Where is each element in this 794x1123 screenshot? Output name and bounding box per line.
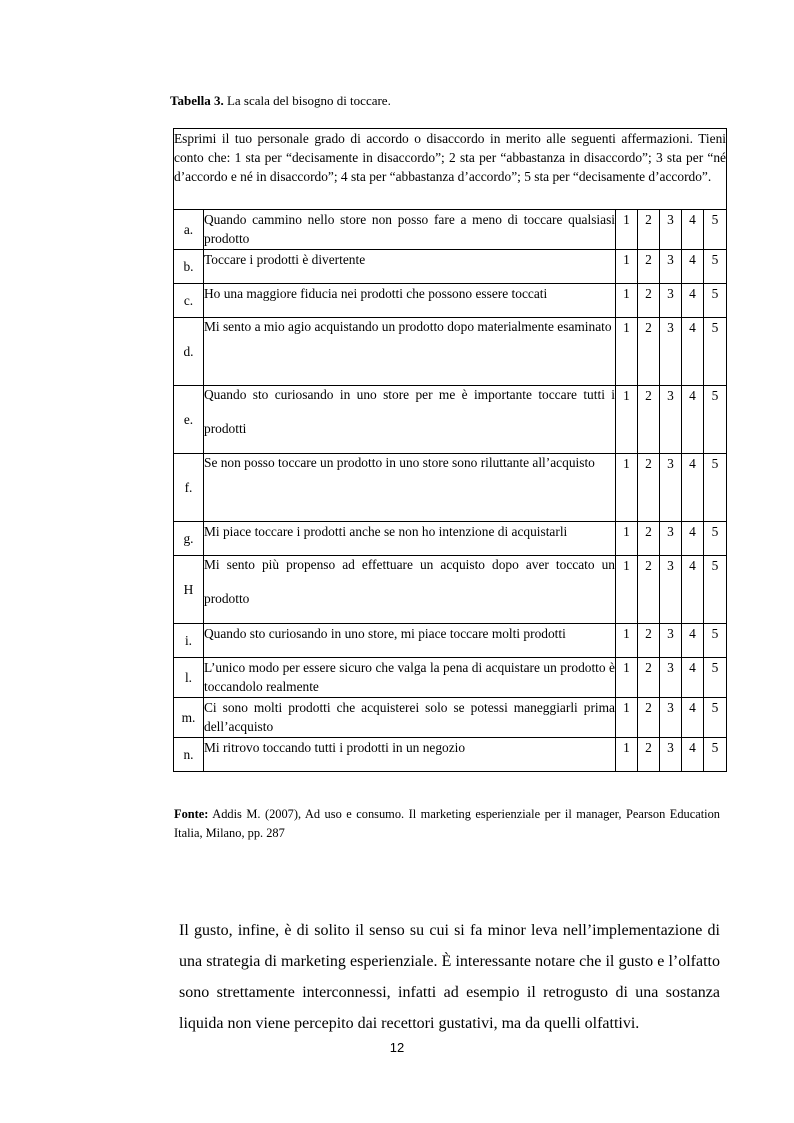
- page-number: 12: [389, 1040, 405, 1055]
- scale-value: 5: [704, 658, 727, 698]
- row-statement: [204, 318, 616, 386]
- scale-value: 5: [704, 284, 727, 318]
- row-label: b.: [174, 250, 204, 284]
- source-note: [174, 805, 720, 843]
- scale-value: 1: [616, 624, 638, 658]
- table-row: [174, 738, 727, 772]
- source-text: Addis M. (2007), Ad uso e consumo. Il marketing esperienziale per il manager, Pearson Education Italia, Milano, pp. 287: [174, 807, 720, 840]
- scale-value: 1: [616, 454, 638, 522]
- scale-value: 5: [704, 738, 727, 772]
- scale-value: 2: [638, 658, 660, 698]
- row-statement: [204, 386, 616, 454]
- row-label: d.: [174, 318, 204, 386]
- row-statement: Ho una maggiore fiducia nei prodotti che possono essere toccati: [204, 284, 616, 318]
- scale-value: 3: [660, 210, 682, 250]
- row-statement: Mi piace toccare i prodotti anche se non ho intenzione di acquistarli: [204, 522, 616, 556]
- caption-label: Tabella 3.: [170, 93, 224, 108]
- scale-value: 5: [704, 698, 727, 738]
- row-label: n.: [174, 738, 204, 772]
- table-row: [174, 556, 727, 624]
- scale-value: 4: [682, 556, 704, 624]
- intro-text: Esprimi il tuo personale grado di accordo o disaccordo in merito alle seguenti affermazioni. Tieni conto che: 1 sta per “decisamente in disaccordo”; 2 sta per “abbastanza in disaccordo”; 3 sta per “né d’accordo e né in disaccordo”; 4 sta per “abbastanza d’accordo”; 5 sta per “decisamente d’accordo”.: [174, 129, 727, 210]
- row-statement: Mi ritrovo toccando tutti i prodotti in un negozio: [204, 738, 616, 772]
- table-row: [174, 698, 727, 738]
- scale-value: 5: [704, 522, 727, 556]
- scale-value: 5: [704, 624, 727, 658]
- scale-value: 5: [704, 210, 727, 250]
- scale-value: 5: [704, 318, 727, 386]
- scale-value: 3: [660, 522, 682, 556]
- scale-value: 5: [704, 250, 727, 284]
- scale-value: 3: [660, 624, 682, 658]
- row-statement: L’unico modo per essere sicuro che valga la pena di acquistare un prodotto è toccandolo realmente: [204, 658, 616, 698]
- table-row: [174, 386, 727, 454]
- row-label: f.: [174, 454, 204, 522]
- scale-value: 2: [638, 386, 660, 454]
- table-caption: [170, 93, 391, 109]
- scale-value: 2: [638, 624, 660, 658]
- scale-value: 3: [660, 284, 682, 318]
- scale-value: 4: [682, 624, 704, 658]
- intro-row: [174, 129, 727, 210]
- row-label: a.: [174, 210, 204, 250]
- scale-value: 3: [660, 318, 682, 386]
- scale-value: 2: [638, 698, 660, 738]
- touch-scale-table: [173, 128, 727, 772]
- scale-value: 1: [616, 556, 638, 624]
- table-row: [174, 210, 727, 250]
- scale-value: 2: [638, 210, 660, 250]
- scale-value: 1: [616, 522, 638, 556]
- scale-value: 5: [704, 556, 727, 624]
- row-statement: Ci sono molti prodotti che acquisterei solo se potessi maneggiarli prima dell’acquisto: [204, 698, 616, 738]
- scale-value: 1: [616, 698, 638, 738]
- scale-value: 1: [616, 250, 638, 284]
- table-row: [174, 658, 727, 698]
- scale-value: 2: [638, 556, 660, 624]
- row-label: i.: [174, 624, 204, 658]
- scale-value: 3: [660, 250, 682, 284]
- scale-value: 4: [682, 210, 704, 250]
- row-statement: [204, 556, 616, 624]
- scale-value: 4: [682, 522, 704, 556]
- source-label: Fonte:: [174, 807, 209, 821]
- table-row: [174, 624, 727, 658]
- table-row: [174, 454, 727, 522]
- row-statement-text: Mi sento più propenso ad effettuare un acquisto dopo aver toccato un prodotto: [204, 557, 615, 606]
- scale-value: 3: [660, 386, 682, 454]
- scale-value: 4: [682, 658, 704, 698]
- scale-value: 2: [638, 454, 660, 522]
- scale-value: 1: [616, 658, 638, 698]
- row-statement-text: Quando sto curiosando in uno store per me è importante toccare tutti i prodotti: [204, 387, 615, 436]
- scale-value: 5: [704, 454, 727, 522]
- row-statement: Quando sto curiosando in uno store, mi piace toccare molti prodotti: [204, 624, 616, 658]
- scale-value: 3: [660, 738, 682, 772]
- scale-value: 2: [638, 738, 660, 772]
- scale-value: 3: [660, 658, 682, 698]
- scale-value: 3: [660, 454, 682, 522]
- scale-value: 4: [682, 386, 704, 454]
- scale-value: 4: [682, 698, 704, 738]
- row-statement: Toccare i prodotti è divertente: [204, 250, 616, 284]
- scale-value: 4: [682, 318, 704, 386]
- row-label: e.: [174, 386, 204, 454]
- scale-value: 1: [616, 738, 638, 772]
- scale-value: 1: [616, 210, 638, 250]
- body-paragraph: Il gusto, infine, è di solito il senso su cui si fa minor leva nell’implementazione di una strategia di marketing esperienziale. È interessante notare che il gusto e l’olfatto sono strettamente interconnessi, infatti ad esempio il retrogusto di una sostanza liquida non viene percepito dai recettori gustativi, ma da quelli olfattivi.: [179, 922, 720, 1032]
- scale-value: 2: [638, 318, 660, 386]
- table-row: [174, 250, 727, 284]
- row-label: m.: [174, 698, 204, 738]
- scale-value: 4: [682, 284, 704, 318]
- row-statement-text: Se non posso toccare un prodotto in uno store sono riluttante all’acquisto: [204, 455, 595, 470]
- table-row: [174, 318, 727, 386]
- scale-value: 3: [660, 556, 682, 624]
- scale-value: 1: [616, 386, 638, 454]
- scale-value: 4: [682, 738, 704, 772]
- scale-value: 2: [638, 522, 660, 556]
- scale-value: 2: [638, 284, 660, 318]
- row-statement: Quando cammino nello store non posso fare a meno di toccare qualsiasi prodotto: [204, 210, 616, 250]
- scale-value: 5: [704, 386, 727, 454]
- scale-value: 1: [616, 284, 638, 318]
- row-statement: [204, 454, 616, 522]
- row-statement-text: Mi sento a mio agio acquistando un prodotto dopo materialmente esaminato: [204, 319, 612, 334]
- scale-value: 4: [682, 250, 704, 284]
- row-label: g.: [174, 522, 204, 556]
- scale-value: 1: [616, 318, 638, 386]
- row-label: H: [174, 556, 204, 624]
- scale-value: 3: [660, 698, 682, 738]
- row-label: l.: [174, 658, 204, 698]
- scale-value: 4: [682, 454, 704, 522]
- caption-text: La scala del bisogno di toccare.: [226, 93, 391, 108]
- row-label: c.: [174, 284, 204, 318]
- scale-value: 2: [638, 250, 660, 284]
